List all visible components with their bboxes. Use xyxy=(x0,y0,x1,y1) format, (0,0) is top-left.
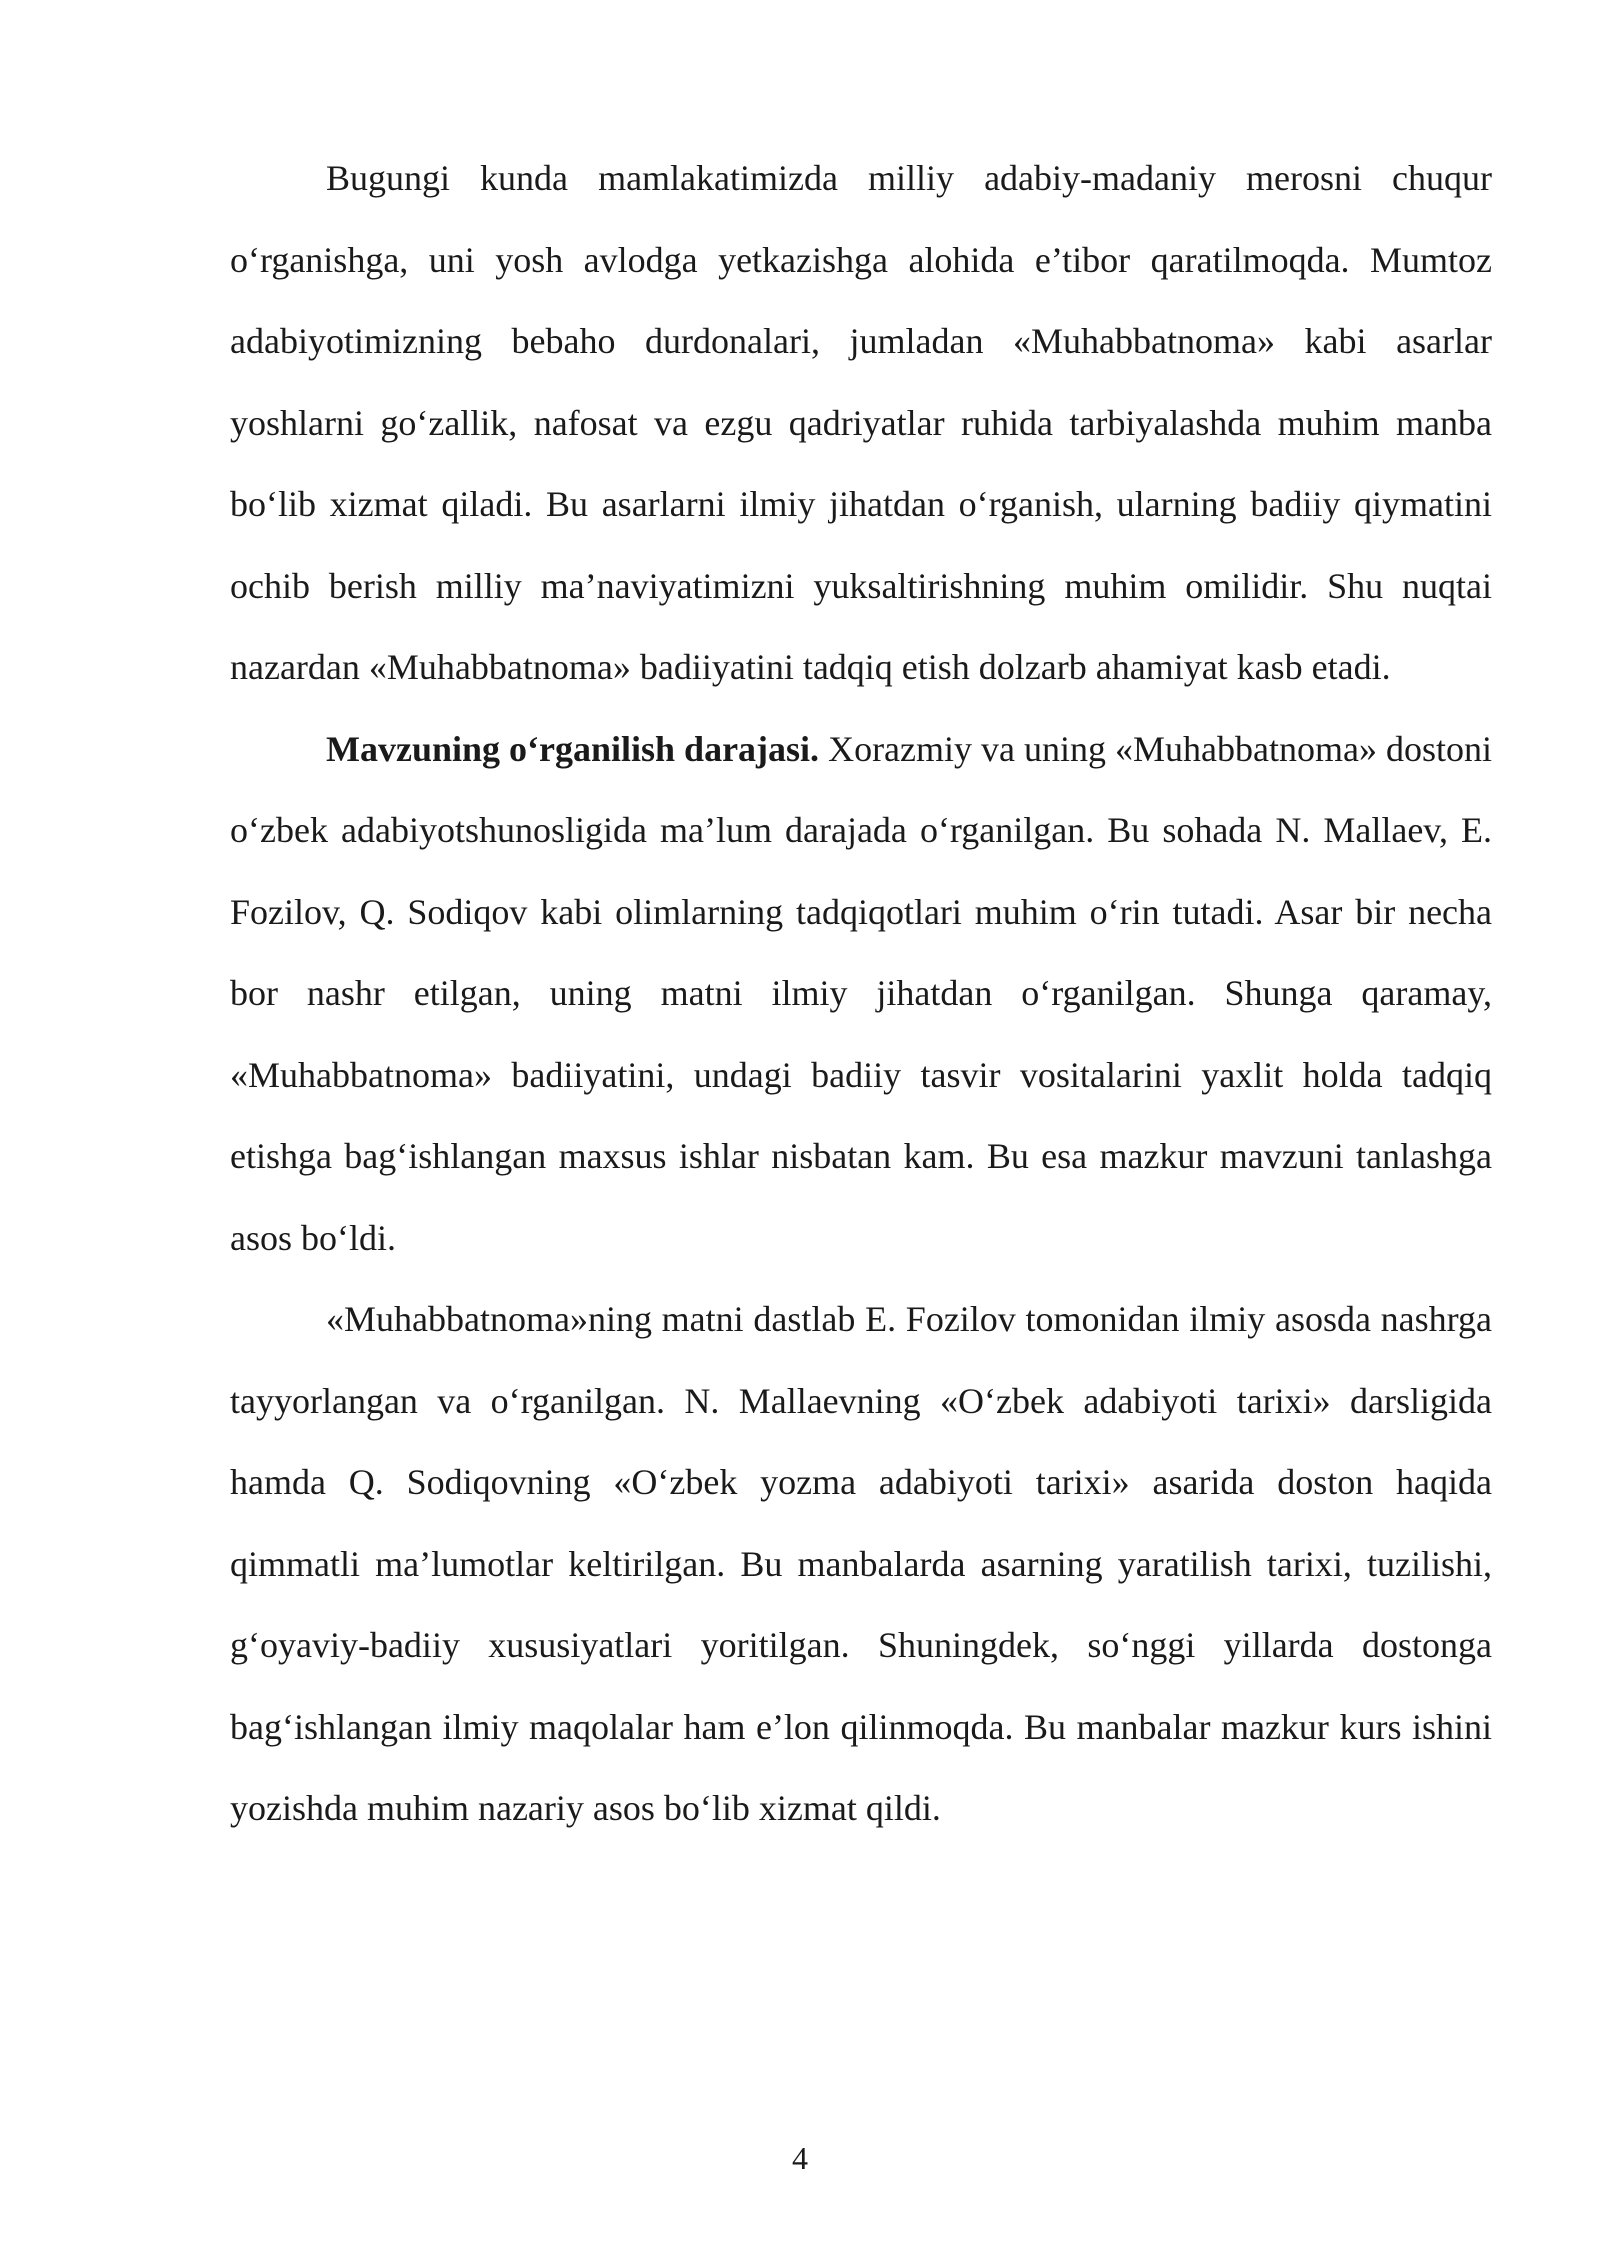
page-number: 4 xyxy=(792,2140,808,2176)
page-body xyxy=(230,138,1492,1850)
paragraph-sources xyxy=(230,1279,1492,1850)
paragraph-study-level xyxy=(230,709,1492,1280)
paragraph-text: Bugungi kunda mamlakatimizda milliy adabiy-madaniy merosni chuqur o‘rganishga, uni yosh avlodga yetkazishga alohida e’tibor qaratilmoqda. Mumtoz adabiyotimizning bebaho durdonalari, jumladan «Muhabbatnoma» kabi asarlar yoshlarni go‘zallik, nafosat va ezgu qadriyatlar ruhida tarbiyalashda muhim manba bo‘lib xizmat qiladi. Bu asarlarni ilmiy jihatdan o‘rganish, ularning badiiy qiymatini ochib berish milliy ma’naviyatimizni yuksaltirishning muhim omilidir. Shu nuqtai nazardan «Muhabbatnoma» badiiyatini tadqiq etish dolzarb ahamiyat kasb etadi. xyxy=(230,158,1492,687)
paragraph-introduction xyxy=(230,138,1492,709)
paragraph-text: Xorazmiy va uning «Muhabbatnoma» dostoni o‘zbek adabiyotshunosligida ma’lum darajada o‘rganilgan. Bu sohada N. Mallaev, E. Fozilov, Q. Sodiqov kabi olimlarning tadqiqotlari muhim o‘rin tutadi. Asar bir necha bor nashr etilgan, uning matni ilmiy jihatdan o‘rganilgan. Shunga qaramay, «Muhabbatnoma» badiiyatini, undagi badiiy tasvir vositalarini yaxlit holda tadqiq etishga bag‘ishlangan maxsus ishlar nisbatan kam. Bu esa mazkur mavzuni tanlashga asos bo‘ldi. xyxy=(230,728,1492,1258)
paragraph-text: «Muhabbatnoma»ning matni dastlab E. Fozilov tomonidan ilmiy asosda nashrga tayyorlangan va o‘rganilgan. N. Mallaevning «O‘zbek adabiyoti tarixi» darsligida hamda Q. Sodiqovning «O‘zbek yozma adabiyoti tarixi» asarida doston haqida qimmatli ma’lumotlar keltirilgan. Bu manbalarda asarning yaratilish tarixi, tuzilishi, g‘oyaviy-badiiy xususiyatlari yoritilgan. Shuningdek, so‘nggi yillarda dostonga bag‘ishlangan ilmiy maqolalar ham e’lon qilinmoqda. Bu manbalar mazkur kurs ishini yozishda muhim nazariy asos bo‘lib xizmat qildi. xyxy=(230,1299,1492,1828)
section-heading: Mavzuning o‘rganilish darajasi. xyxy=(326,728,820,769)
